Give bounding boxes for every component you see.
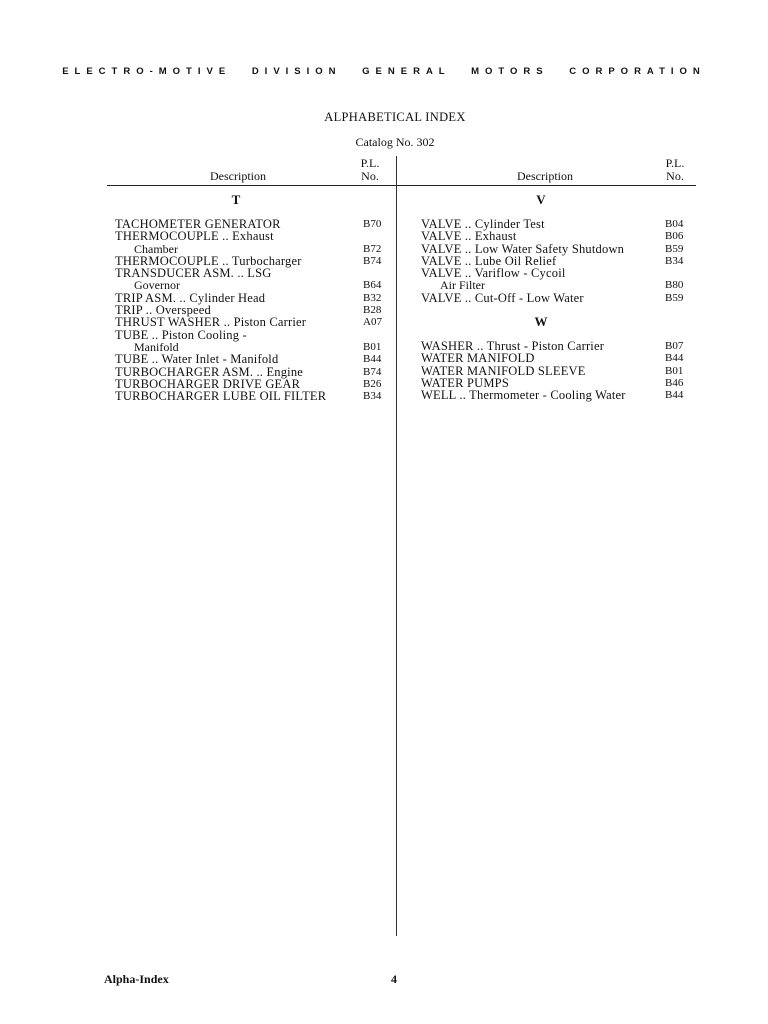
entry-pl-number: B26 xyxy=(363,377,382,390)
page-title: ALPHABETICAL INDEX xyxy=(324,110,466,124)
entry-pl-number: B01 xyxy=(363,340,382,353)
entry-description: Governor xyxy=(134,278,180,293)
entry-pl-number: B64 xyxy=(363,279,382,292)
entry-description: TURBOCHARGER DRIVE GEAR xyxy=(115,376,301,391)
entry-description: WATER PUMPS xyxy=(421,375,509,390)
entry-pl-number: B32 xyxy=(363,291,382,304)
section-letter-t: T xyxy=(231,192,241,207)
right-description-header: Description xyxy=(517,169,573,183)
entry-description: THERMOCOUPLE .. Turbocharger xyxy=(115,253,302,268)
entry-pl-number: B59 xyxy=(665,291,684,304)
entry-description: TURBOCHARGER ASM. .. Engine xyxy=(115,364,304,379)
right-no-label: No. xyxy=(666,169,684,183)
entry-pl-number: B80 xyxy=(665,279,684,292)
entry-pl-number: B44 xyxy=(363,353,382,366)
entry-description: TUBE .. Piston Cooling - xyxy=(115,327,247,342)
entry-description: THRUST WASHER .. Piston Carrier xyxy=(115,315,307,330)
entry-description: TRIP .. Overspeed xyxy=(115,303,211,318)
left-pl-header xyxy=(352,157,388,183)
letterhead: ELECTRO-MOTIVE DIVISION GENERAL MOTORS CORPORATION xyxy=(62,66,706,77)
catalog-number: Catalog No. 302 xyxy=(355,135,435,149)
right-pl-header xyxy=(657,157,693,183)
entry-description: Manifold xyxy=(134,339,179,354)
entry-description: WATER MANIFOLD SLEEVE xyxy=(421,363,586,378)
left-description-header: Description xyxy=(210,169,266,183)
entry-description: Chamber xyxy=(134,241,178,256)
entry-description: VALVE .. Lube Oil Relief xyxy=(421,253,557,268)
entry-pl-number: A07 xyxy=(363,316,382,329)
entry-description: VALVE .. Exhaust xyxy=(421,229,517,244)
entry-description: WELL .. Thermometer - Cooling Water xyxy=(421,388,626,403)
right-pl-label: P.L. xyxy=(665,156,685,170)
entry-pl-number: B70 xyxy=(363,218,382,230)
entry-description: WATER MANIFOLD xyxy=(421,351,535,366)
section-letter-w: W xyxy=(534,314,548,329)
section-letter-v: V xyxy=(536,192,546,207)
entry-description: VALVE .. Cut-Off - Low Water xyxy=(421,290,584,305)
entry-description: VALVE .. Cylinder Test xyxy=(421,217,545,231)
entry-pl-number: B34 xyxy=(363,390,382,403)
entry-description: THERMOCOUPLE .. Exhaust xyxy=(115,229,274,244)
entry-pl-number: B07 xyxy=(665,340,684,352)
entry-pl-number: B28 xyxy=(363,304,382,317)
entry-pl-number: B34 xyxy=(665,254,684,267)
entry-pl-number: B74 xyxy=(363,365,382,378)
entry-description: TRIP ASM. .. Cylinder Head xyxy=(115,290,266,305)
entry-description: TRANSDUCER ASM. .. LSG xyxy=(115,266,272,281)
page-number: 4 xyxy=(391,972,397,986)
entry-description: WASHER .. Thrust - Piston Carrier xyxy=(421,339,605,353)
entry-pl-number: B44 xyxy=(665,389,684,402)
entry-pl-number: B44 xyxy=(665,352,684,365)
entry-description: TACHOMETER GENERATOR xyxy=(115,217,281,231)
column-divider xyxy=(396,156,397,936)
entry-pl-number: B01 xyxy=(665,364,684,377)
left-pl-label: P.L. xyxy=(360,156,380,170)
entry-pl-number: B46 xyxy=(665,376,684,389)
entry-description: TUBE .. Water Inlet - Manifold xyxy=(115,352,279,367)
entry-description: Air Filter xyxy=(440,278,485,293)
entry-description: TURBOCHARGER LUBE OIL FILTER xyxy=(115,389,327,404)
header-rule xyxy=(107,185,696,186)
entry-description: VALVE .. Variflow - Cycoil xyxy=(421,266,566,281)
entry-pl-number: B59 xyxy=(665,242,684,255)
entry-pl-number: B06 xyxy=(665,230,684,243)
entry-pl-number: B74 xyxy=(363,254,382,267)
footer-section-label: Alpha-Index xyxy=(104,972,169,986)
left-no-label: No. xyxy=(361,169,379,183)
entry-pl-number: B04 xyxy=(665,218,684,230)
entry-description: VALVE .. Low Water Safety Shutdown xyxy=(421,241,625,256)
entry-pl-number: B72 xyxy=(363,242,382,255)
